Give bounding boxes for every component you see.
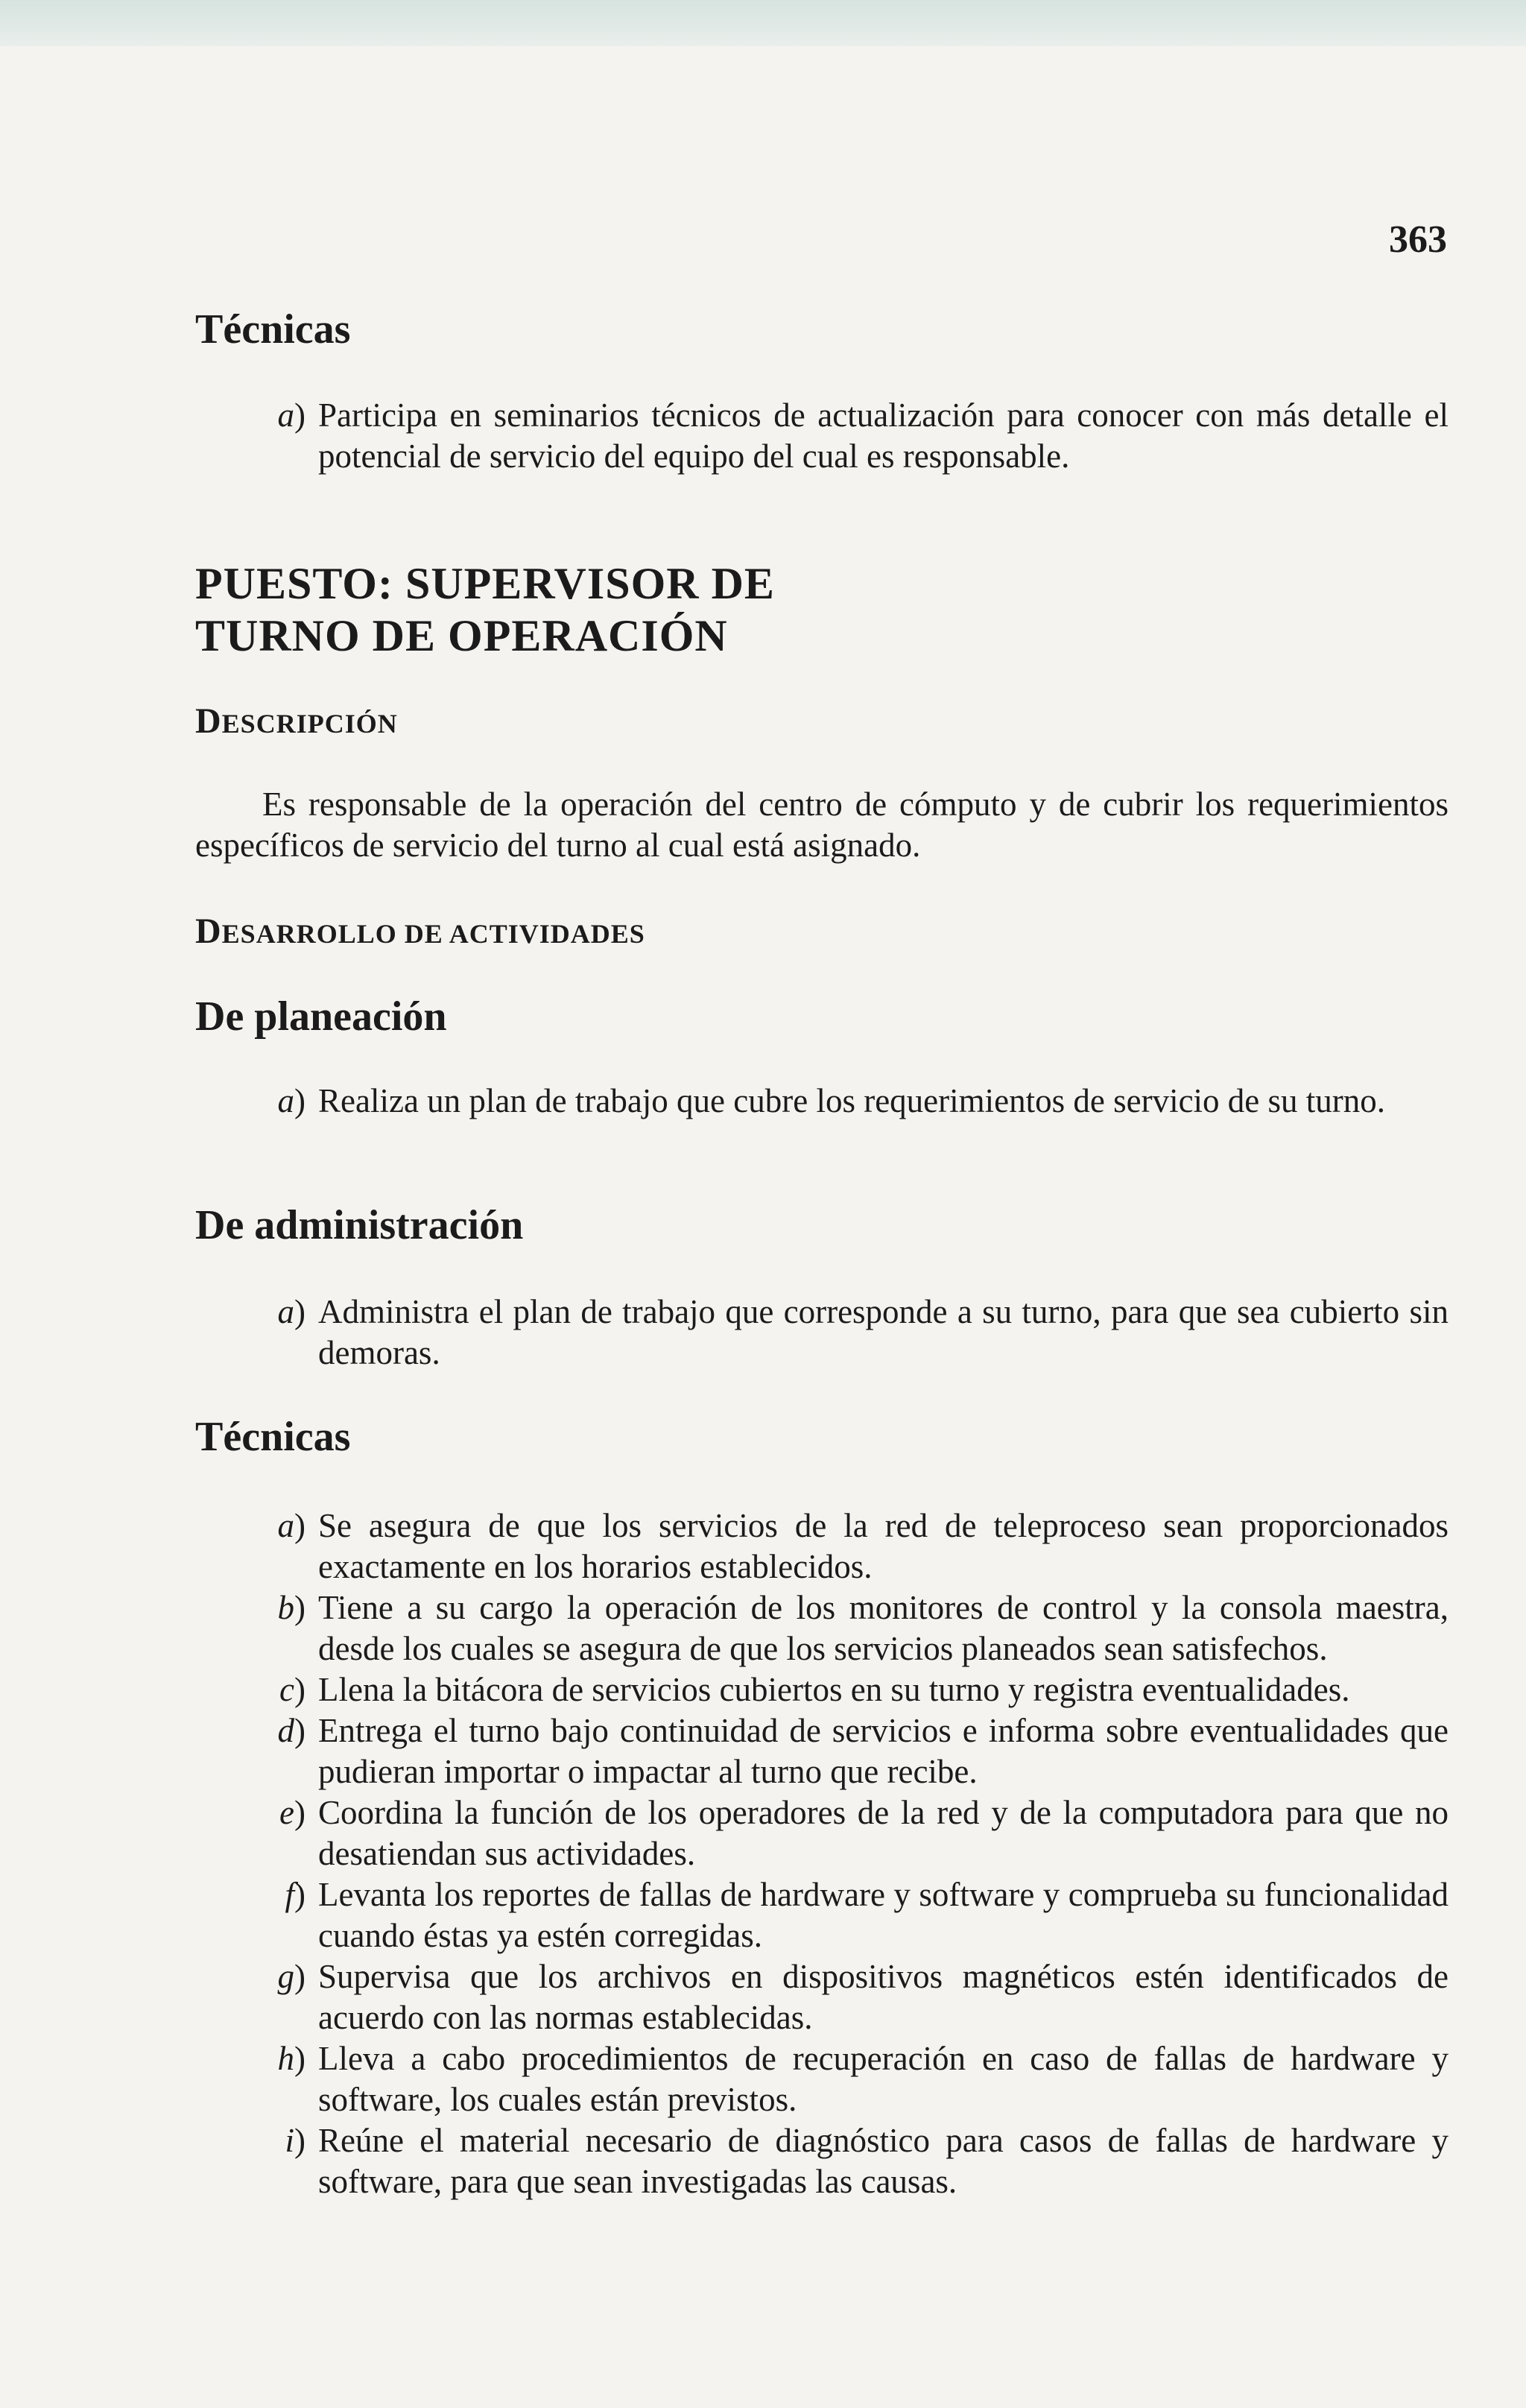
list-item: f ) Levanta los reportes de fallas de hardware y software y comprueba su funcionalidad cuando éstas ya estén corregidas. <box>195 1874 1449 1956</box>
planeacion-list <box>195 1081 1449 1122</box>
section-heading: Técnicas <box>195 306 351 353</box>
descripcion-heading: DESCRIPCIÓN <box>195 701 398 741</box>
list-item: i ) Reúne el material necesario de diagnóstico para casos de fallas de hardware y software, para que sean investigadas las causas. <box>195 2120 1449 2202</box>
post-title-line2: TURNO DE OPERACIÓN <box>195 611 728 660</box>
list-item: e ) Coordina la función de los operadores de la red y de la computadora para que no desatiendan sus actividades. <box>195 1792 1449 1874</box>
page-number: 363 <box>1389 218 1447 261</box>
post-title-line1: PUESTO: SUPERVISOR DE <box>195 559 775 608</box>
administracion-list <box>195 1292 1449 1374</box>
list-item: c ) Llena la bitácora de servicios cubiertos en su turno y registra eventualidades. <box>195 1669 1449 1710</box>
descripcion-body <box>195 784 1449 866</box>
descripcion-text: Es responsable de la operación del centro de cómputo y de cubrir los requerimientos específicos de servicio del turno al cual está asignado. <box>195 786 1449 864</box>
list-item: a ) Administra el plan de trabajo que corresponde a su turno, para que sea cubierto sin demoras. <box>195 1292 1449 1374</box>
scan-top-band <box>0 0 1526 46</box>
list-item: h ) Lleva a cabo procedimientos de recuperación en caso de fallas de hardware y software, los cuales están previstos. <box>195 2038 1449 2120</box>
list-item: g ) Supervisa que los archivos en dispositivos magnéticos estén identificados de acuerdo con las normas establecidas. <box>195 1956 1449 2038</box>
desarrollo-heading: DESARROLLO DE ACTIVIDADES <box>195 911 645 951</box>
list-item: a ) Realiza un plan de trabajo que cubre los requerimientos de servicio de su turno. <box>195 1081 1449 1122</box>
section-tecnicas-top <box>195 306 1449 353</box>
planeacion-heading: De planeación <box>195 993 447 1040</box>
post-title <box>195 557 1449 662</box>
tecnicas-heading: Técnicas <box>195 1414 351 1460</box>
list-item: a ) Participa en seminarios técnicos de actualización para conocer con más detalle el potencial de servicio del equipo del cual es responsable. <box>195 395 1449 477</box>
list-item: a ) Se asegura de que los servicios de la red de teleproceso sean proporcionados exactamente en los horarios establecidos. <box>195 1505 1449 1587</box>
tecnicas-top-list <box>195 395 1449 477</box>
administracion-heading: De administración <box>195 1202 524 1248</box>
list-item: b ) Tiene a su cargo la operación de los monitores de control y la consola maestra, desde los cuales se asegura de que los servicios planeados sean satisfechos. <box>195 1587 1449 1669</box>
tecnicas-list <box>195 1505 1449 2202</box>
list-item: d ) Entrega el turno bajo continuidad de servicios e informa sobre eventualidades que pudieran importar o impactar al turno que recibe. <box>195 1710 1449 1792</box>
